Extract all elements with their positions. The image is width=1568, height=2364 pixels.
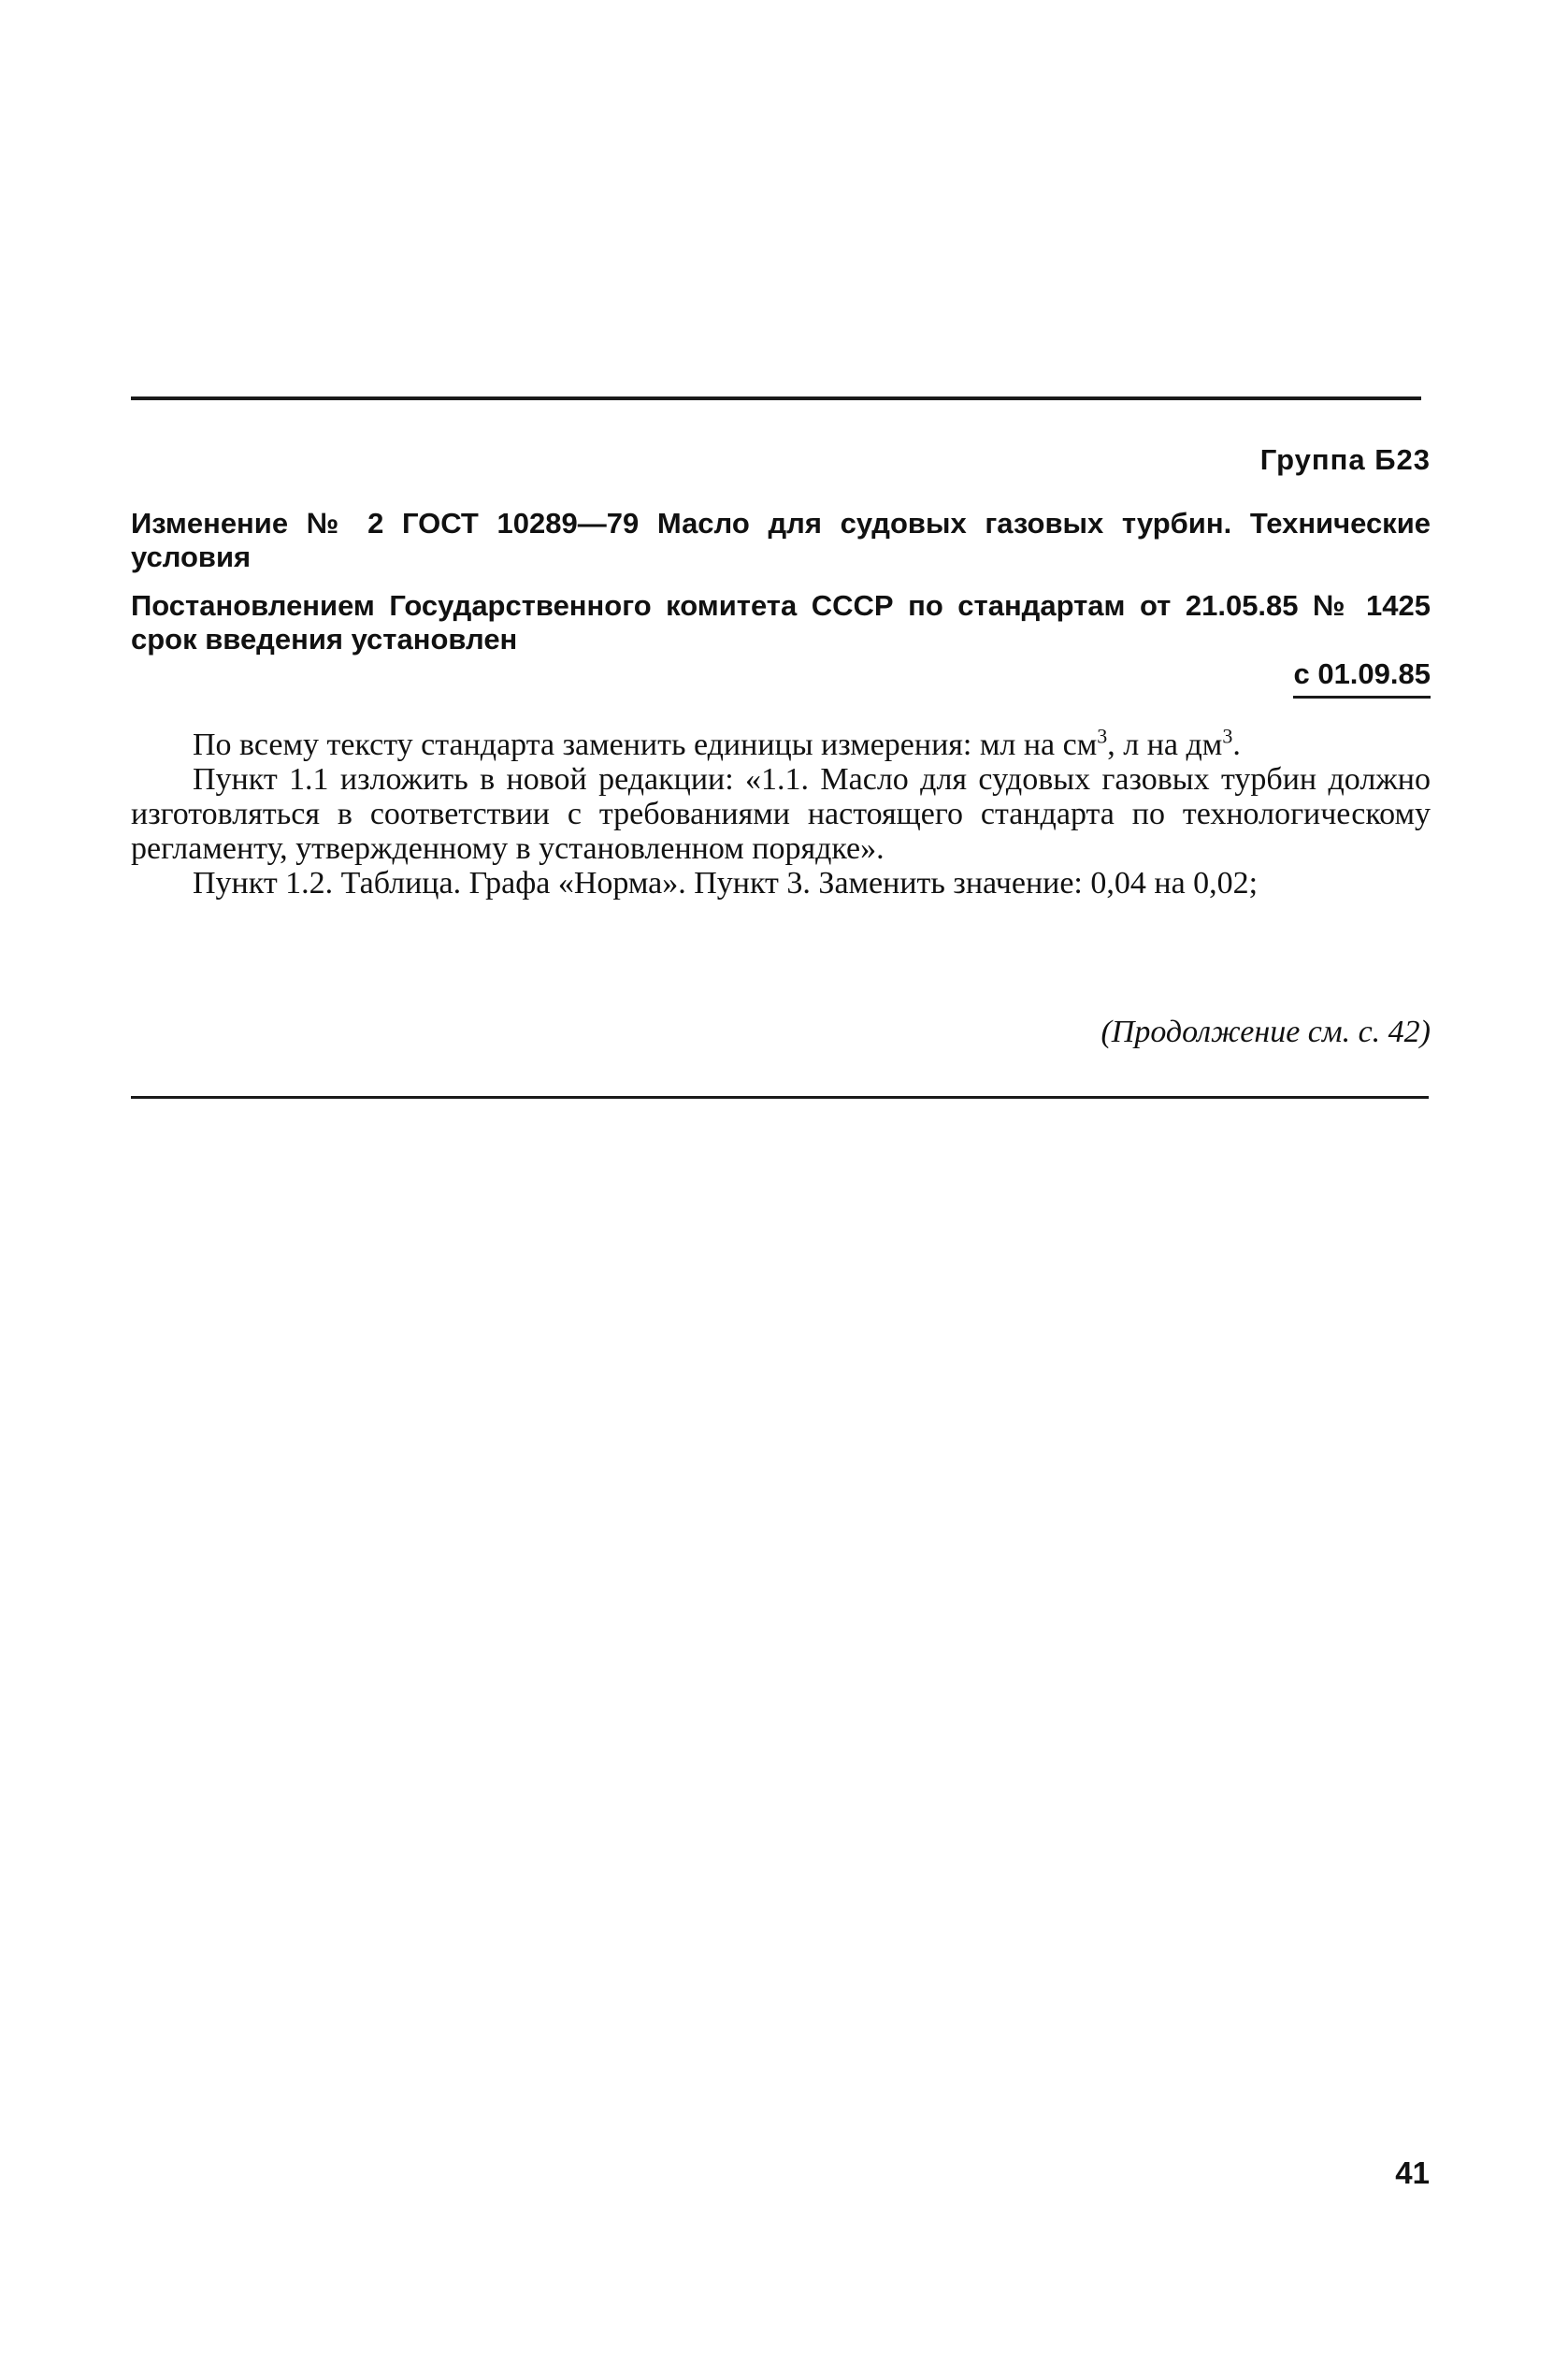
continuation-note: (Продолжение см. с. 42) [1100, 1015, 1431, 1049]
body-text [131, 724, 1431, 901]
resolution-text: Постановлением Государственного комитета СССР по стандартам от 21.05.85 № 1425 срок введения установлен [131, 589, 1431, 656]
page-number: 41 [1395, 2155, 1430, 2190]
top-rule [131, 396, 1421, 400]
group-label: Группа Б23 [1259, 443, 1431, 476]
paragraph-units-text: , л на дм [1107, 728, 1223, 762]
superscript: 3 [1222, 724, 1233, 748]
paragraph-units-text: . [1232, 728, 1241, 762]
paragraph-item-1-2: Пункт 1.2. Таблица. Графа «Норма». Пункт 3. Заменить значение: 0,04 на 0,02; [193, 866, 1259, 901]
superscript: 3 [1097, 724, 1108, 748]
paragraph-item-1-1: Пункт 1.1 изложить в новой редакции: «1.1. Масло для судовых газовых турбин должно изготовляться в соответствии с требованиями настоящего стандарта по технологическому регламенту, утвержденному в установленном порядке». [131, 762, 1431, 866]
paragraph-units-text: По всему тексту стандарта заменить единицы измерения: мл на см [193, 728, 1098, 762]
bottom-rule [131, 1096, 1429, 1099]
paragraph-units [131, 724, 1431, 762]
effective-date: с 01.09.85 [1293, 657, 1431, 699]
change-title: Изменение № 2 ГОСТ 10289—79 Масло для судовых газовых турбин. Технические условия [131, 507, 1431, 573]
